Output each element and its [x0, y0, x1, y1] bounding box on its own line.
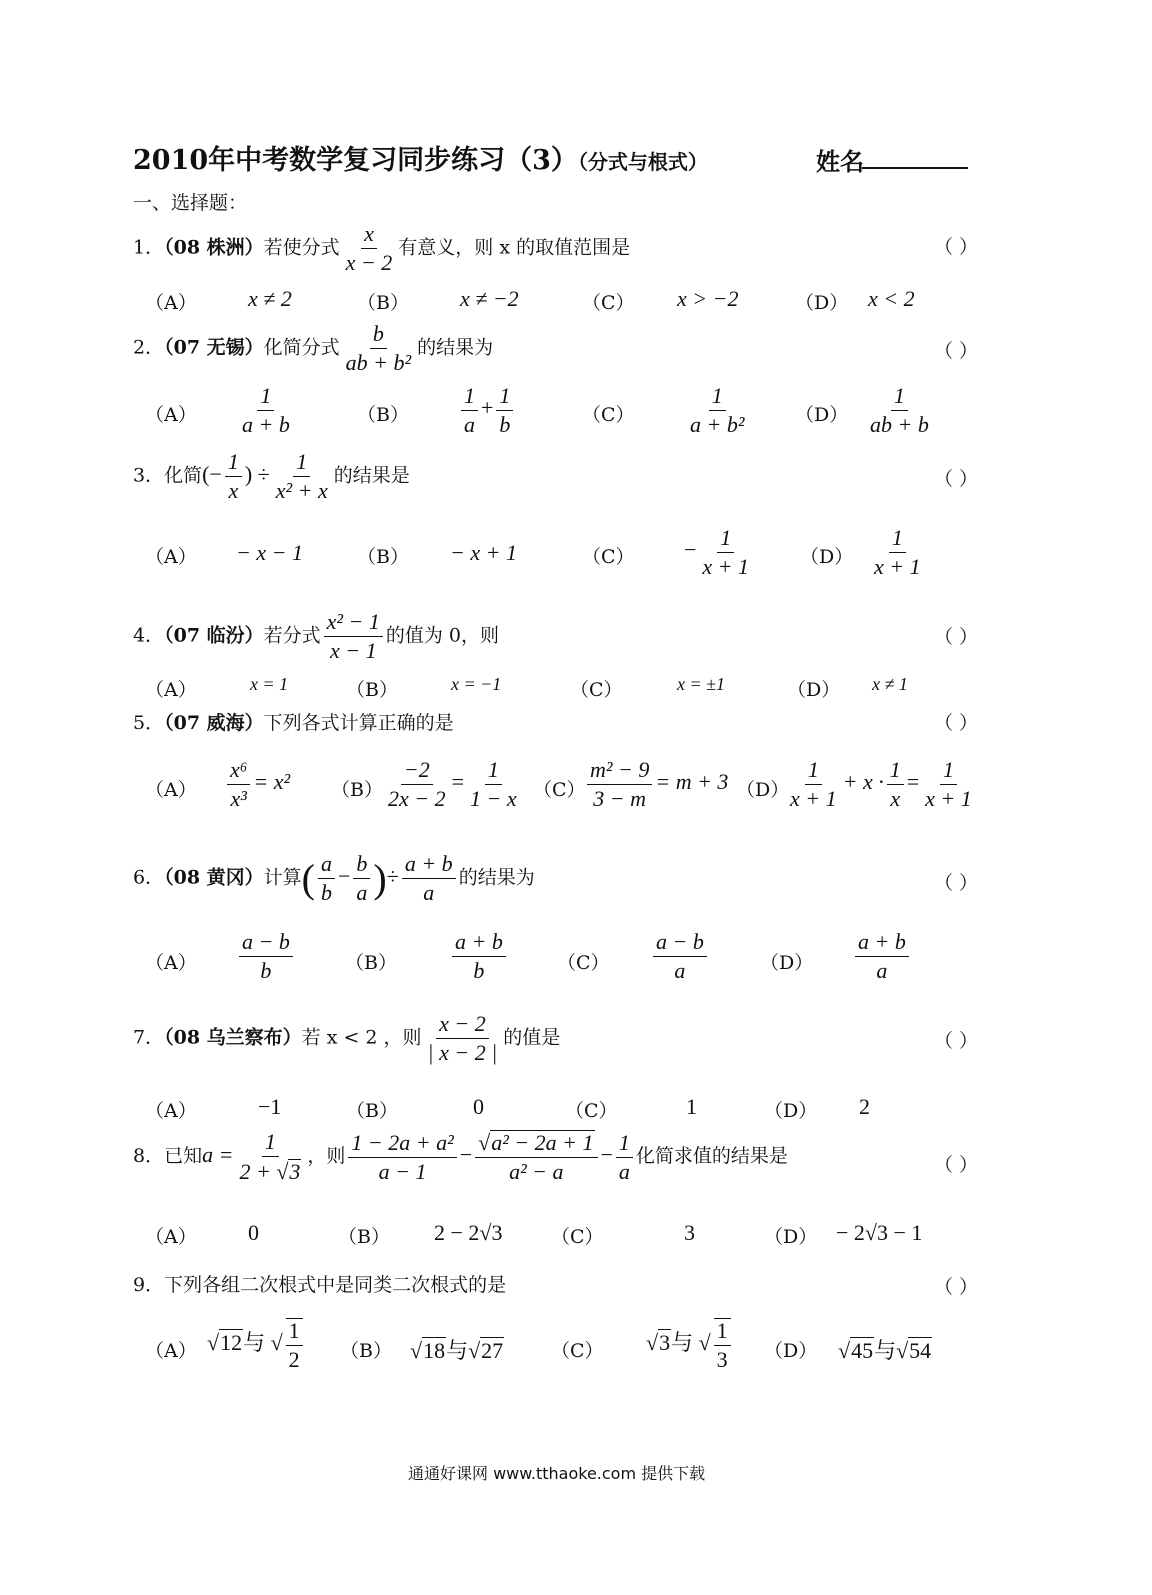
answer-paren: （ ）	[934, 340, 979, 362]
question-3: 3．化简(− $\frac{1}{x}$ ) ÷ $\frac{1}{\text{x² + x}}$ 的结果是	[133, 449, 410, 504]
option-label: （A）	[145, 952, 197, 974]
answer-paren: （ ）	[934, 872, 979, 894]
option-value: − x − 1	[236, 540, 303, 565]
option-label: （D）	[800, 546, 854, 568]
option-value: 2	[859, 1094, 870, 1119]
answer-paren: （ ）	[934, 1030, 979, 1052]
answer-paren: （ ）	[934, 626, 979, 648]
option-value: x = −1	[451, 674, 502, 694]
option-label: （A）	[145, 779, 197, 801]
question-text: 有意义，则 x 的取值范围是	[398, 236, 631, 259]
section-heading: 一、选择题：	[133, 192, 248, 214]
option-value: $\frac{1}{\text{a + b²}}$	[690, 383, 745, 438]
option-value: √18与√27	[410, 1338, 504, 1363]
option-label: （B）	[346, 679, 398, 701]
fraction: $\frac{b}{\text{ab + b²}}$	[345, 321, 412, 376]
name-label: 姓名	[816, 147, 864, 176]
option-label: （B）	[338, 1226, 390, 1248]
option-label: （A）	[145, 1340, 197, 1362]
option-label: （D）	[764, 1100, 818, 1122]
option-value: $\frac{1}{ab + b}$	[870, 383, 929, 438]
option-value: $\frac{1}{a}$ + $\frac{1}{b}$	[458, 384, 516, 437]
option-label: （B）	[357, 292, 409, 314]
title-text: 2010年中考数学复习同步练习（3）	[133, 145, 578, 176]
answer-paren: （ ）	[934, 712, 979, 734]
option-label: （A）	[145, 1100, 197, 1122]
option-label: （B）	[357, 404, 409, 426]
option-label: （B）	[340, 1340, 392, 1362]
title-subtitle: （分式与根式）	[577, 150, 708, 174]
option-label: （C）	[565, 1100, 618, 1122]
option-label: （D）	[764, 1226, 818, 1248]
option-value: x ≠ 2	[248, 286, 292, 311]
option-value: x ≠ −2	[460, 286, 519, 311]
option-value: $\frac{a + b}{b}$	[449, 930, 509, 983]
option-label: （D）	[787, 679, 841, 701]
option-value: $\frac{\text{x⁶}}{\text{x³}}$ = x²	[224, 758, 290, 811]
option-value: √3与 √ $\frac{1}{3}$	[646, 1318, 734, 1372]
option-value: − 2√3 − 1	[836, 1220, 923, 1245]
option-label: （C）	[582, 404, 635, 426]
answer-paren: （ ）	[934, 1154, 979, 1176]
option-label: （A）	[145, 679, 197, 701]
option-value: 2 − 2√3	[434, 1220, 503, 1245]
option-value: 3	[684, 1220, 695, 1245]
option-label: （C）	[582, 546, 635, 568]
question-text: 若使分式	[263, 236, 340, 259]
question-9: 9．下列各组二次根式中是同类二次根式的是	[133, 1274, 507, 1296]
option-label: （B）	[331, 779, 383, 801]
option-value: x < 2	[868, 286, 915, 311]
option-value: $\frac{1}{a + b}$	[242, 383, 290, 438]
option-label: （C）	[533, 779, 586, 801]
option-value: x ≠ 1	[872, 674, 908, 694]
option-label: （C）	[551, 1226, 604, 1248]
question-source: （08 株洲）	[164, 236, 264, 259]
option-value: $\frac{1}{x + 1}$ + x · $\frac{1}{x}$ = $\frac{1}{x + 1}$	[790, 757, 972, 812]
option-value: 0	[248, 1220, 259, 1245]
option-value: √45与√54	[838, 1338, 932, 1363]
page-title	[133, 138, 708, 177]
option-label: （A）	[145, 1226, 197, 1248]
option-value: $\frac{a - b}{b}$	[236, 930, 296, 983]
option-value: − x + 1	[450, 540, 517, 565]
option-value: $\frac{1}{x + 1}$	[874, 525, 921, 580]
name-blank-line	[862, 166, 968, 169]
fraction: $\frac{x}{x - 2}$	[345, 221, 393, 276]
question-1	[133, 222, 630, 275]
option-label: （D）	[760, 952, 814, 974]
option-value: $\frac{-2}{2x - 2}$ = $\frac{1}{1 - x}$	[388, 757, 517, 812]
option-label: （C）	[582, 292, 635, 314]
option-label: （A）	[145, 404, 197, 426]
option-value: $\frac{a + b}{a}$	[852, 930, 912, 983]
option-label: （A）	[145, 292, 197, 314]
question-number: 1．	[133, 236, 165, 259]
option-value: x = ±1	[677, 674, 726, 694]
option-value: √12与 √ $\frac{1}{2}$	[207, 1318, 306, 1372]
question-8: 8．已知a = $\frac{1}{2 + √3}$ ，则 $\frac{\text{1 − 2a + a²}}{a - 1}$ − $\frac{\text{√a² − 2a + 1}}{\text{a² − a}}$ − $\frac{1}{a}$ 化简求值的结果是	[133, 1129, 788, 1185]
option-value: 1	[686, 1094, 697, 1119]
question-2: 2．（07 无锡）化简分式 $\frac{b}{\text{ab + b²}}$ 的结果为	[133, 321, 494, 376]
option-value: $\frac{\text{m² − 9}}{3 - m}$ = m + 3	[584, 758, 728, 811]
option-label: （B）	[345, 952, 397, 974]
option-label: （C）	[557, 952, 610, 974]
option-value: −1	[258, 1094, 282, 1119]
option-label: （B）	[357, 546, 409, 568]
footer-text: 通通好课网 www.tthaoke.com 提供下载	[408, 1464, 706, 1483]
option-value: x = 1	[250, 674, 289, 694]
option-label: （D）	[736, 779, 790, 801]
option-label: （B）	[346, 1100, 398, 1122]
answer-paren: （ ）	[934, 236, 979, 258]
option-value: $\frac{a - b}{a}$	[650, 930, 710, 983]
option-label: （C）	[551, 1340, 604, 1362]
question-4: 4．（07 临汾）若分式 $\frac{\text{x² − 1}}{x - 1}$ 的值为 0，则	[133, 609, 500, 664]
question-6: 6．（08 黄冈）计算( $\frac{a}{b}$ − $\frac{b}{a}$ )÷ $\frac{a + b}{a}$ 的结果为	[133, 851, 535, 906]
option-label: （D）	[795, 292, 849, 314]
answer-paren: （ ）	[934, 468, 979, 490]
option-label: （D）	[764, 1340, 818, 1362]
answer-paren: （ ）	[934, 1276, 979, 1298]
option-label: （A）	[145, 546, 197, 568]
option-value: 0	[473, 1094, 484, 1119]
question-5: 5．（07 威海）下列各式计算正确的是	[133, 712, 454, 734]
option-value: x > −2	[677, 286, 739, 311]
question-7: 7．（08 乌兰察布）若 x < 2 ，则 $\frac{x - 2}{| x - 2 |}$ 的值是	[133, 1011, 561, 1066]
option-label: （D）	[795, 404, 849, 426]
option-label: （C）	[570, 679, 623, 701]
option-value: − $\frac{1}{x + 1}$	[684, 525, 750, 580]
